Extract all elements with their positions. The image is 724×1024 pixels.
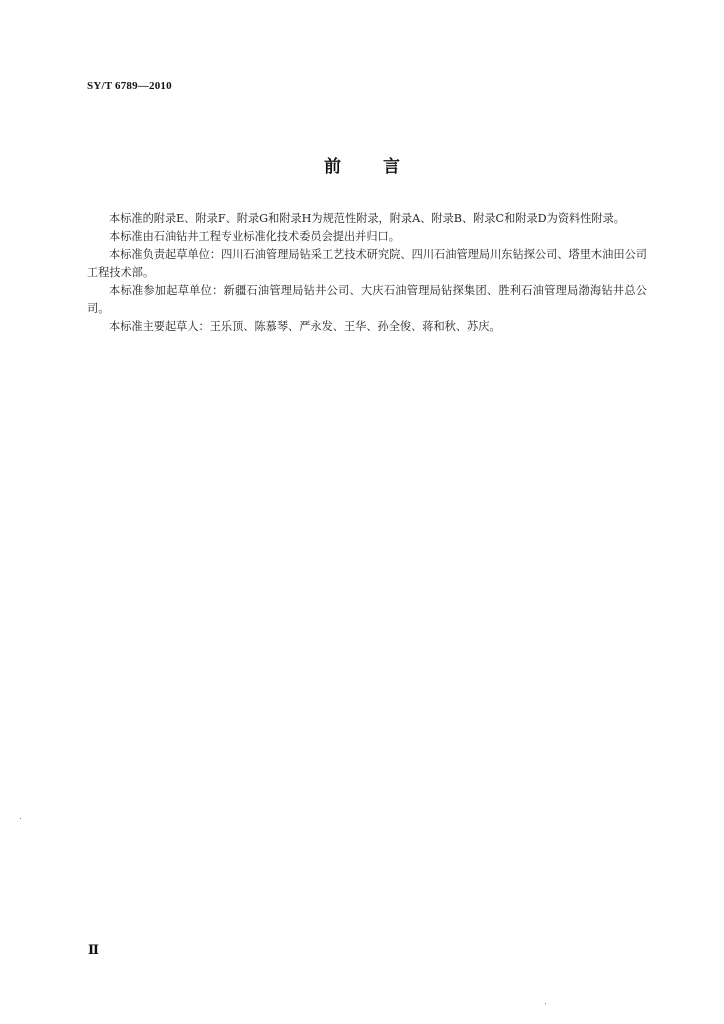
- paragraph-authors: 本标准主要起草人：王乐顶、陈慕琴、严永发、王华、孙全俊、蒋和秋、苏庆。: [109, 320, 501, 333]
- paragraph-proposer: 本标准由石油钻井工程专业标准化技术委员会提出并归口。: [109, 230, 400, 243]
- paragraph-participating-drafters: 本标准参加起草单位：新疆石油管理局钻井公司、大庆石油管理局钻探集团、胜利石油管理局渤海钻井总公司。: [87, 284, 647, 315]
- title-char-1: 前: [324, 157, 341, 177]
- scan-speck: [20, 818, 21, 819]
- page-title: [0, 152, 724, 177]
- page-number: Ⅱ: [88, 942, 99, 957]
- paragraph-appendix: 本标准的附录E、附录F、附录G和附录H为规范性附录，附录A、附录B、附录C和附录D为资料性附录。: [109, 212, 625, 225]
- scan-speck: [545, 1003, 546, 1004]
- standard-code: SY/T 6789—2010: [87, 80, 172, 92]
- paragraph-main-drafters: 本标准负责起草单位：四川石油管理局钻采工艺技术研究院、四川石油管理局川东钻探公司、塔里木油田公司工程技术部。: [87, 248, 647, 279]
- foreword-body: [87, 210, 647, 336]
- title-char-2: 言: [383, 157, 400, 177]
